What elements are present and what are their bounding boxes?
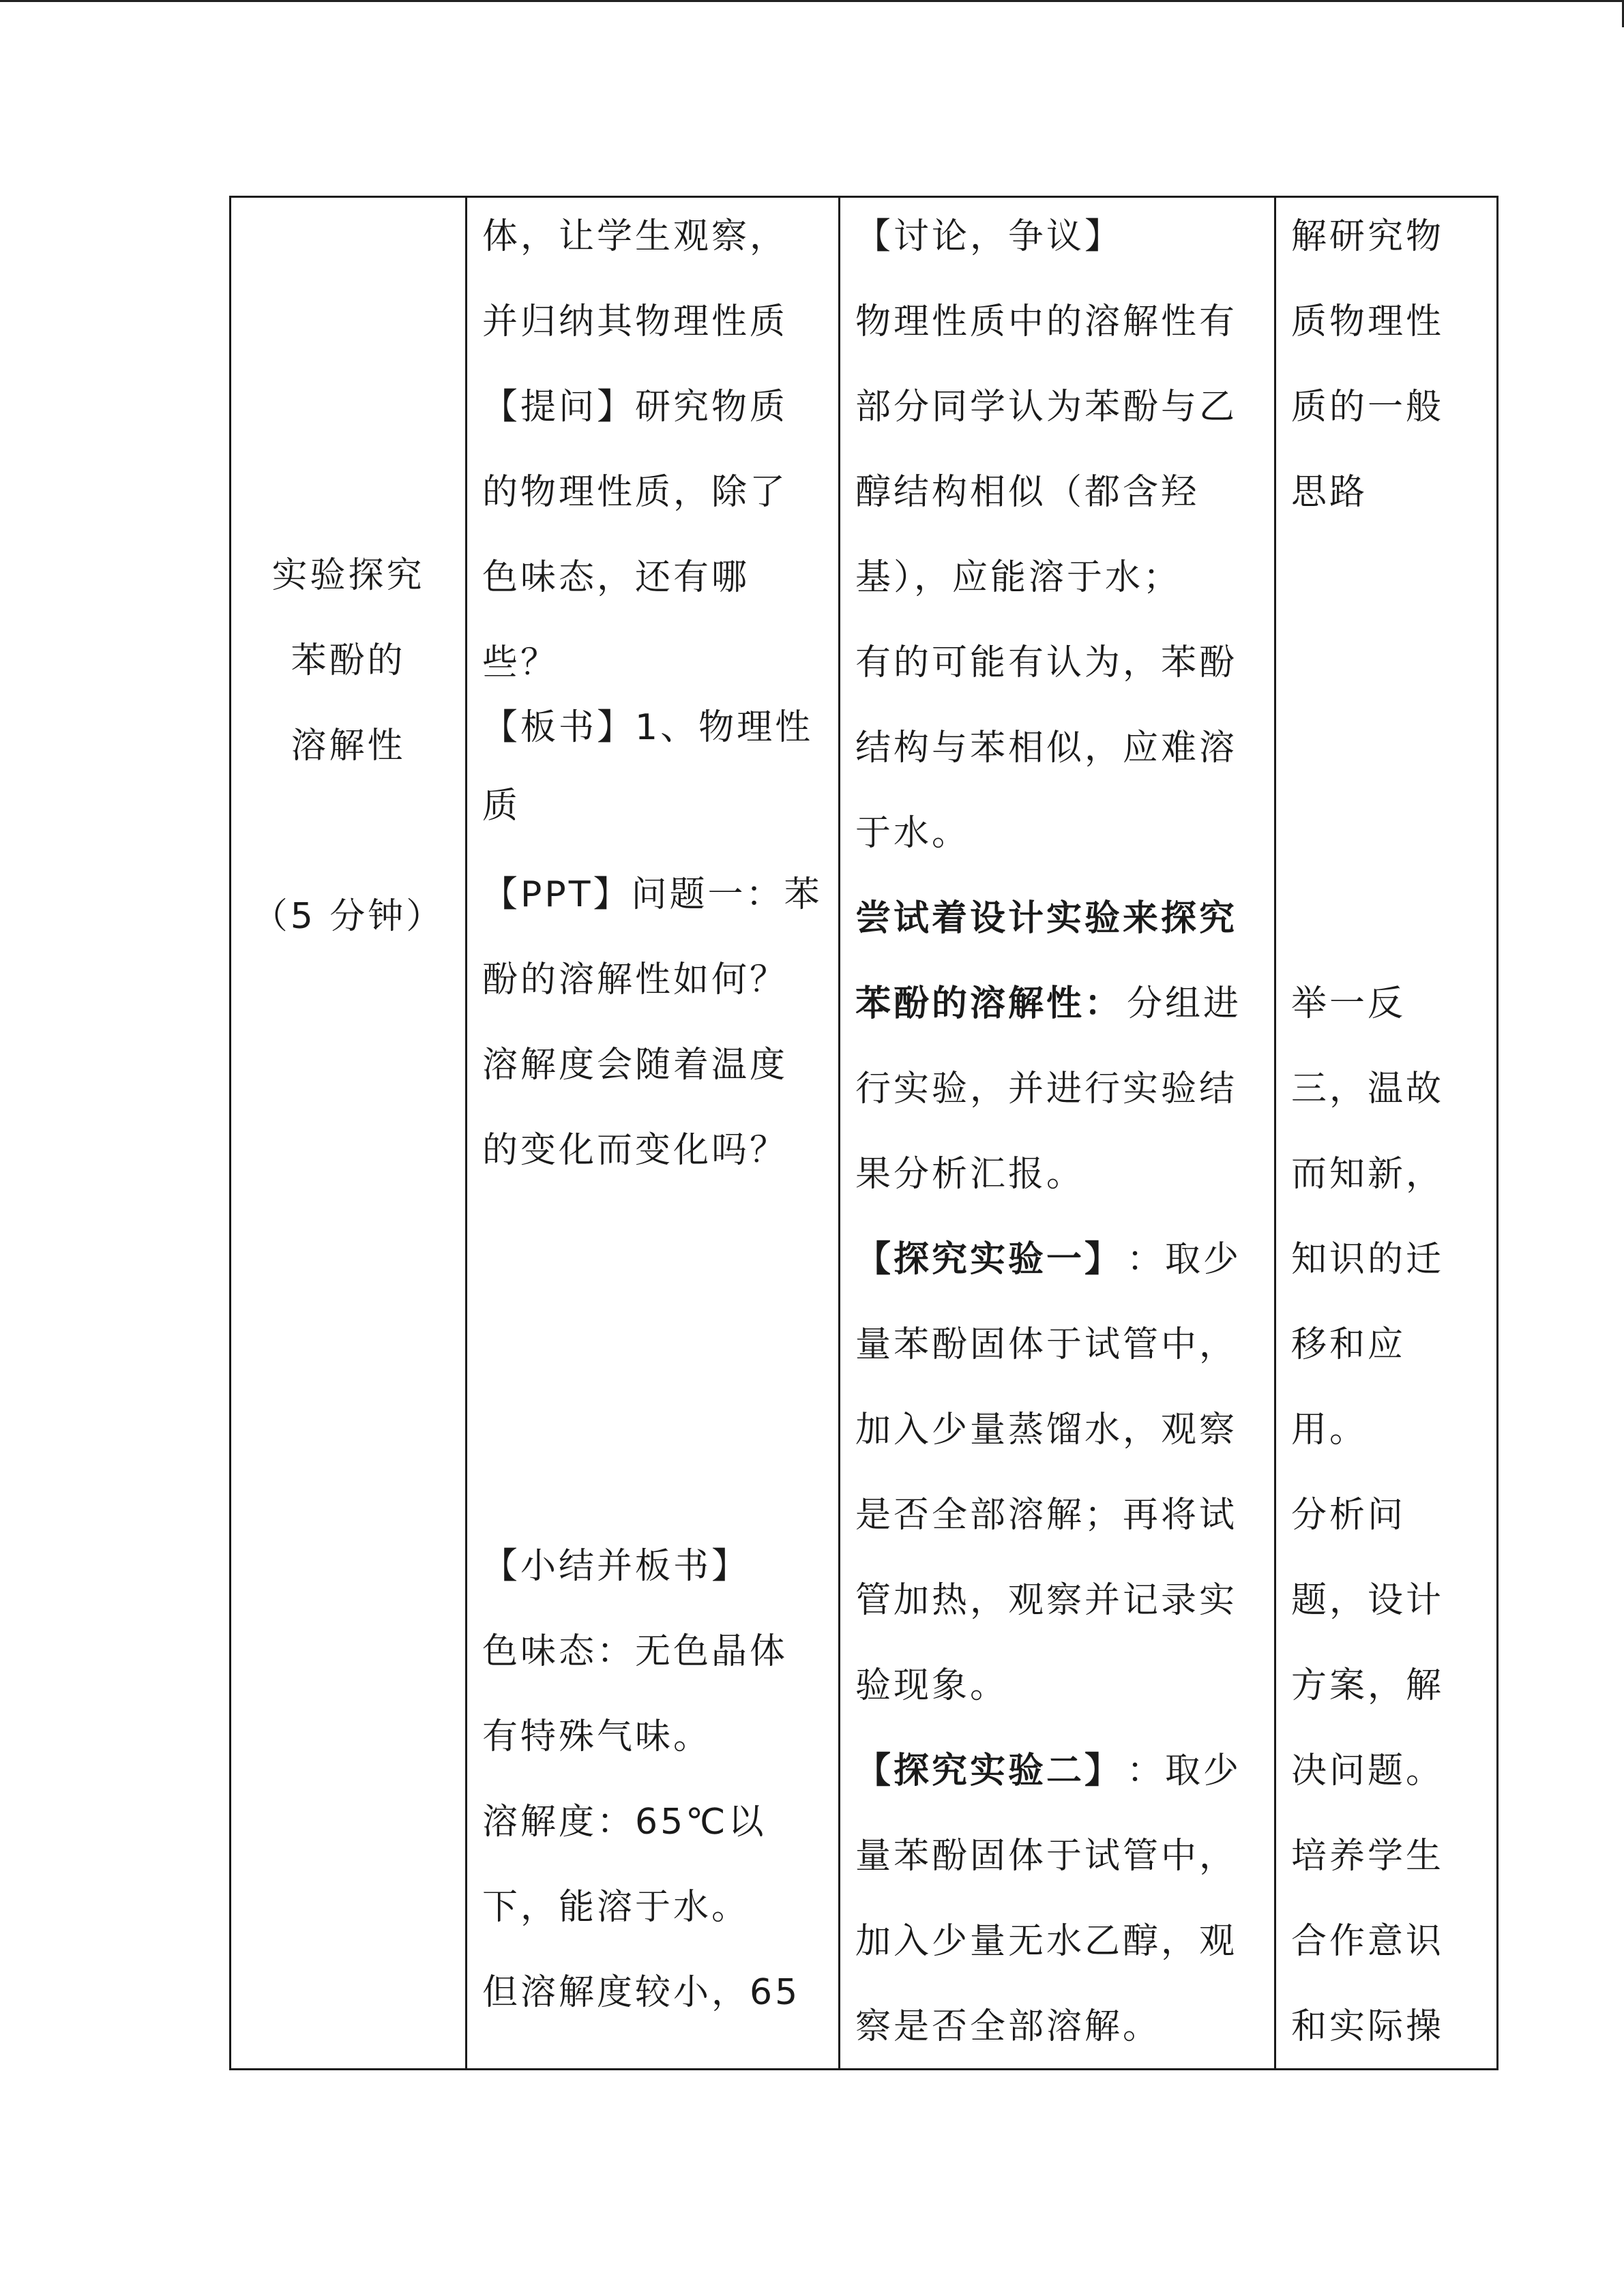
text-line: 并归纳其物理性质 <box>482 301 788 342</box>
text-line: 【板书】1、物理性 <box>482 707 814 748</box>
text-line: 验现象。 <box>855 1665 1009 1706</box>
duration-label: （5 分钟） <box>252 896 445 937</box>
text-line: 方案，解 <box>1291 1665 1445 1706</box>
text-line: 知识的迁 <box>1291 1239 1445 1280</box>
student-activity-cell <box>840 197 1275 2070</box>
text-line: 果分析汇报。 <box>855 1154 1085 1195</box>
text-line: 加入少量蒸馏水，观察 <box>855 1410 1238 1450</box>
text-line: 质的一般 <box>1291 387 1445 428</box>
text-line: 解研究物 <box>1291 216 1445 257</box>
table-row <box>231 197 1498 2070</box>
text-line: 量苯酚固体于试管中， <box>855 1324 1238 1365</box>
text-line: 物理性质中的溶解性有 <box>855 301 1238 342</box>
text-line: 于水。 <box>855 813 971 854</box>
text-line: 部分同学认为苯酚与乙 <box>855 387 1238 428</box>
section-title-line: 溶解性 <box>291 726 406 766</box>
page-top-border <box>0 0 1624 2</box>
text-line: 【小结并板书】 <box>482 1546 750 1587</box>
section-title-line: 实验探究 <box>271 555 425 596</box>
text-line: 管加热，观察并记录实 <box>855 1580 1238 1621</box>
text-line: 行实验，并进行实验结 <box>855 1069 1238 1109</box>
text-line: 分析问 <box>1291 1495 1406 1536</box>
text-line: 培养学生 <box>1291 1836 1445 1877</box>
lesson-plan-table <box>229 196 1498 2070</box>
text-line: 溶解度：65℃以 <box>482 1802 767 1843</box>
text-line: 溶解度会随着温度 <box>482 1045 788 1086</box>
text-line: 醇结构相似（都含羟 <box>855 472 1200 513</box>
text-line: 酚的溶解性如何？ <box>482 959 788 1000</box>
text-line: 举一反 <box>1291 983 1406 1024</box>
text-line: 三，温故 <box>1291 1069 1445 1109</box>
section-title-cell <box>231 197 467 2070</box>
text-line: 色味态，还有哪 <box>482 557 750 598</box>
text-line: 下，能溶于水。 <box>482 1887 750 1928</box>
text-line: 【讨论，争议】 <box>855 216 1123 257</box>
experiment-one-heading: 【探究实验一】 <box>855 1239 1123 1280</box>
text-line: 思路 <box>1291 472 1368 513</box>
text-line: 结构与苯相似，应难溶 <box>855 728 1238 769</box>
experiment-two-heading: 【探究实验二】 <box>855 1750 1123 1791</box>
text-line: 合作意识 <box>1291 1921 1445 1962</box>
text-line: 的变化而变化吗？ <box>482 1130 788 1171</box>
text-line: ：取少 <box>1127 1239 1242 1280</box>
text-line: 【PPT】问题一：苯 <box>482 874 823 915</box>
text-line: 加入少量无水乙醇，观 <box>855 1921 1238 1962</box>
text-line: 是否全部溶解；再将试 <box>855 1495 1238 1536</box>
text-line: 质物理性 <box>1291 301 1445 342</box>
text-line: 题，设计 <box>1291 1580 1445 1621</box>
text-line: 有特殊气味。 <box>482 1716 712 1757</box>
text-line-bold: 尝试着设计实验来探究 <box>855 898 1238 939</box>
text-line: 用。 <box>1291 1410 1368 1450</box>
section-title-line: 苯酚的 <box>291 640 406 681</box>
text-line: 但溶解度较小，65 <box>482 1972 801 2013</box>
text-line-bold: 苯酚的溶解性： <box>855 983 1123 1024</box>
text-line: 色味态：无色晶体 <box>482 1631 788 1672</box>
text-line: 【提问】研究物质 <box>482 387 788 428</box>
text-line: 基），应能溶于水； <box>855 557 1182 598</box>
text-line: 察是否全部溶解。 <box>855 2006 1162 2047</box>
text-line: 移和应 <box>1291 1324 1406 1365</box>
text-line: ：取少 <box>1127 1750 1242 1791</box>
text-line: 决问题。 <box>1291 1750 1445 1791</box>
design-intent-cell <box>1275 197 1498 2070</box>
text-line: 质 <box>482 786 521 826</box>
text-line: 而知新， <box>1291 1154 1445 1195</box>
text-line: 和实际操 <box>1291 2006 1445 2047</box>
text-line: 分组进 <box>1127 983 1242 1024</box>
text-line: 量苯酚固体于试管中， <box>855 1836 1238 1877</box>
teacher-activity-cell <box>467 197 840 2070</box>
text-line: 的物理性质，除了 <box>482 472 788 513</box>
text-line: 些？ <box>482 642 559 683</box>
text-line: 有的可能有认为，苯酚 <box>855 642 1238 683</box>
text-line: 体，让学生观察， <box>482 216 788 257</box>
